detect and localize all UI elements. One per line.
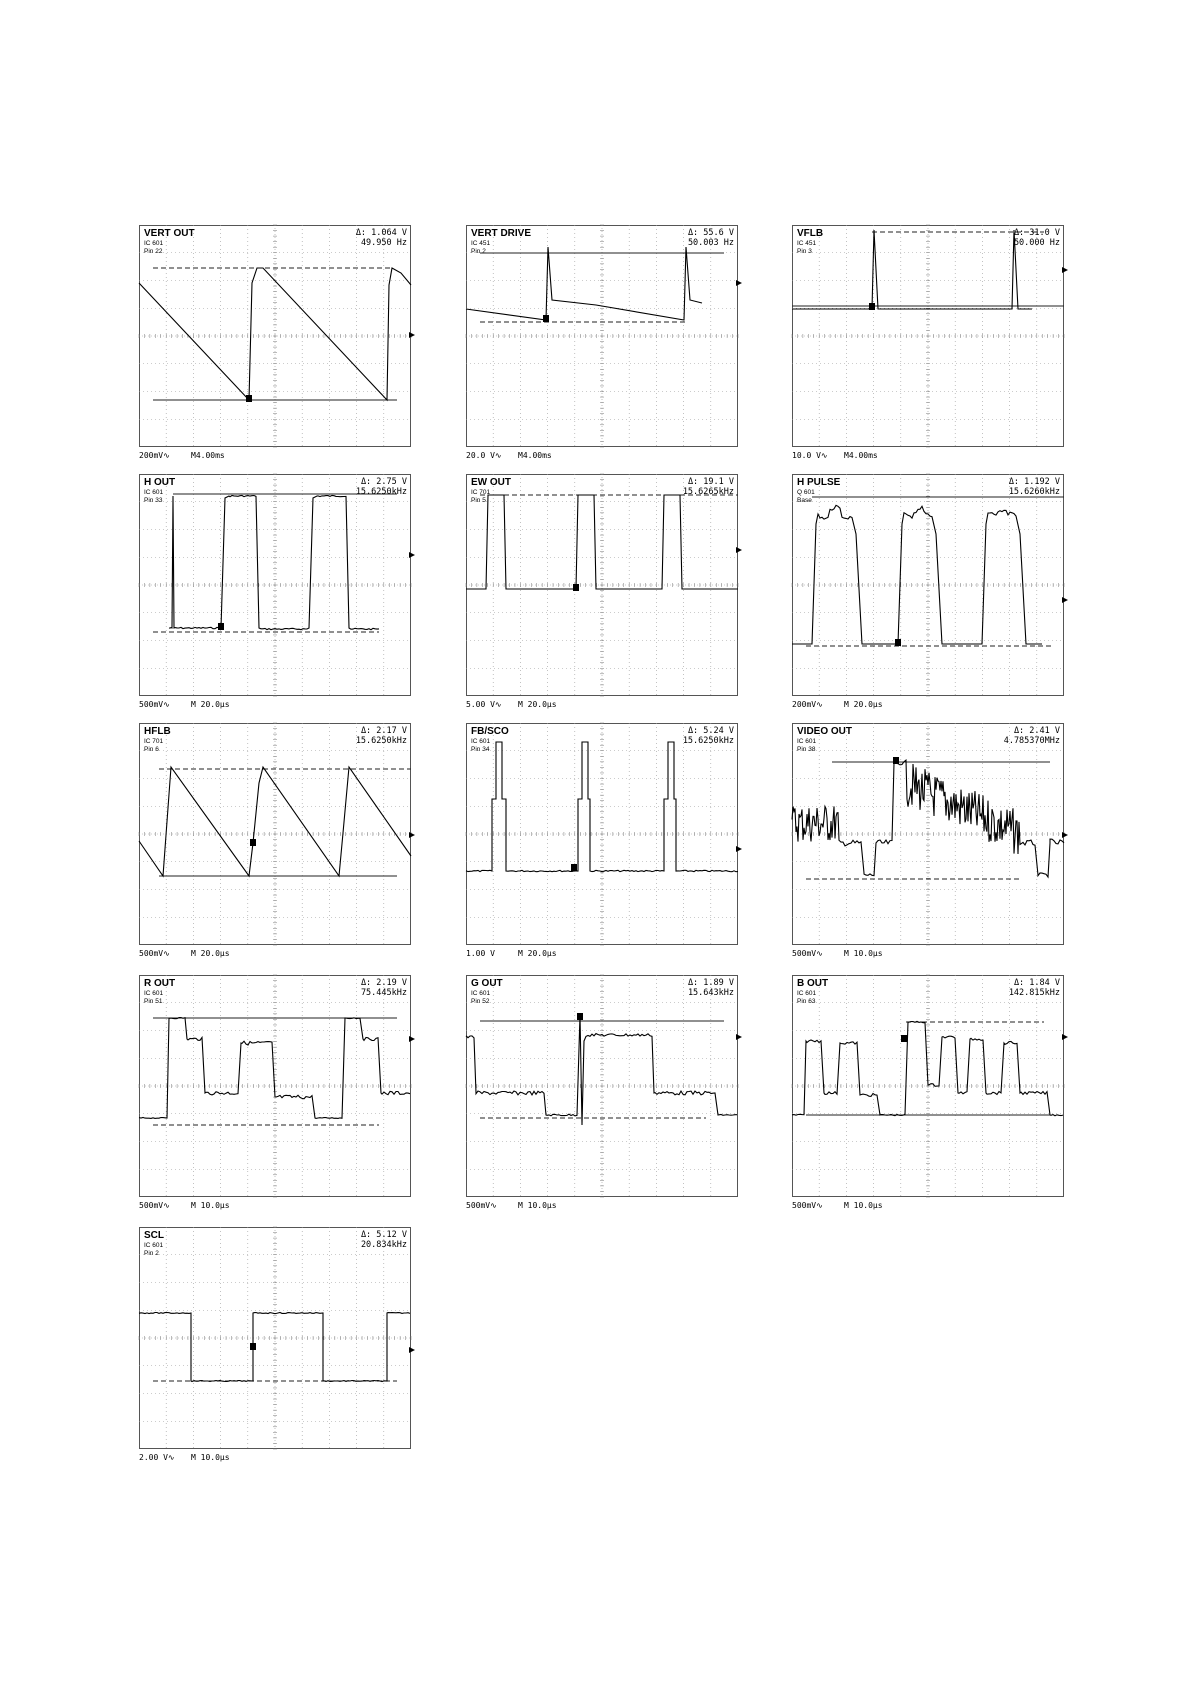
scope-title: H PULSE (797, 477, 841, 488)
scope-title: R OUT (144, 978, 176, 989)
scope-screen (139, 225, 411, 447)
scope-b-out (792, 975, 1064, 1210)
scope-h-out (139, 474, 411, 709)
level-arrow (736, 846, 742, 852)
scope-pin: Pin 2 (144, 1250, 159, 1257)
scope-pin: Pin 3 (797, 248, 812, 255)
scope-fb-sco (466, 723, 738, 958)
scope-time-per-div: M 10.0µs (844, 1201, 883, 1210)
scope-h-pulse (792, 474, 1064, 709)
scope-ic: IC 601 (797, 990, 817, 997)
scope-vert-out (139, 225, 411, 460)
scope-delta: Δ: 2.19 V (360, 978, 407, 988)
scope-ic: IC 701 (144, 738, 164, 745)
level-arrow (1062, 832, 1068, 838)
scope-delta: Δ: 2.17 V (360, 726, 407, 736)
scope-r-out (139, 975, 411, 1210)
trigger-marker (577, 1013, 583, 1020)
scope-g-out (466, 975, 738, 1210)
scope-frequency: 15.6250kHz (682, 736, 734, 746)
scope-ic: IC 601 (471, 990, 491, 997)
scope-screen (466, 225, 738, 447)
scope-delta: Δ: 19.1 V (687, 477, 734, 487)
scope-screen (792, 474, 1064, 696)
scope-ic: IC 601 (797, 738, 817, 745)
scope-frequency: 49.950 Hz (360, 238, 407, 248)
scope-volts-per-div: 500mV∿ (792, 1201, 823, 1210)
scope-volts-per-div: 500mV∿ (139, 949, 170, 958)
level-arrow (409, 1036, 415, 1042)
trigger-marker (218, 623, 224, 630)
scope-pin: Pin 63 (797, 998, 816, 1005)
scope-screen (139, 975, 411, 1197)
scope-time-per-div: M 10.0µs (844, 949, 883, 958)
level-arrow (409, 1347, 415, 1353)
scope-title: VIDEO OUT (797, 726, 853, 737)
scope-pin: Base (797, 497, 812, 504)
scope-screen (466, 474, 738, 696)
scope-frequency: 4.785370MHz (1003, 736, 1060, 746)
scope-screen (139, 474, 411, 696)
scope-ic: IC 601 (144, 990, 164, 997)
level-arrow (736, 1034, 742, 1040)
scope-screen (466, 723, 738, 945)
scope-screen (139, 723, 411, 945)
scope-volts-per-div: 1.00 V (466, 949, 495, 958)
scope-time-per-div: M 20.0µs (518, 700, 557, 709)
scope-screen (139, 1227, 411, 1449)
scope-delta: Δ: 1.89 V (687, 978, 734, 988)
scope-pin: Pin 34 (471, 746, 490, 753)
level-arrow (409, 832, 415, 838)
scope-frequency: 75.445kHz (360, 988, 407, 998)
scope-volts-per-div: 200mV∿ (792, 700, 823, 709)
scope-frequency: 15.6260kHz (1008, 487, 1060, 497)
scope-pin: Pin 38 (797, 746, 816, 753)
scope-frequency: 15.6265kHz (682, 487, 734, 497)
scope-volts-per-div: 20.0 V∿ (466, 451, 502, 460)
scope-time-per-div: M4.00ms (844, 451, 878, 460)
scope-vflb (792, 225, 1064, 460)
scope-title: VERT DRIVE (471, 228, 532, 239)
scope-frequency: 15.6250kHz (355, 487, 407, 497)
scope-screen (466, 975, 738, 1197)
trigger-marker (250, 1343, 256, 1350)
trigger-marker (893, 757, 899, 764)
scope-video-out (792, 723, 1064, 958)
scope-pin: Pin 51 (144, 998, 163, 1005)
trigger-marker (869, 303, 875, 310)
trigger-marker (901, 1035, 907, 1042)
scope-screen (792, 225, 1064, 447)
scope-time-per-div: M 20.0µs (191, 700, 230, 709)
scope-ew-out (466, 474, 738, 709)
level-arrow (1062, 597, 1068, 603)
scope-delta: Δ: 5.24 V (687, 726, 734, 736)
scope-volts-per-div: 500mV∿ (792, 949, 823, 958)
scope-title: HFLB (144, 726, 171, 737)
scope-time-per-div: M 20.0µs (191, 949, 230, 958)
level-arrow (736, 280, 742, 286)
scope-delta: Δ: 1.84 V (1013, 978, 1060, 988)
level-arrow (409, 332, 415, 338)
scope-title: VERT OUT (144, 228, 195, 239)
level-arrow (736, 547, 742, 553)
trigger-marker (895, 639, 901, 646)
scope-ic: IC 451 (797, 240, 817, 247)
scope-title: SCL (144, 1230, 164, 1241)
scope-hflb (139, 723, 411, 958)
trigger-marker (571, 864, 577, 871)
scope-title: EW OUT (471, 477, 511, 488)
scope-time-per-div: M 10.0µs (191, 1453, 230, 1462)
scope-title: G OUT (471, 978, 503, 989)
scope-delta: Δ: 55.6 V (687, 228, 734, 238)
trigger-marker (246, 395, 252, 402)
trigger-marker (543, 315, 549, 322)
scope-ic: IC 701 (471, 489, 491, 496)
scope-pin: Pin 2 (471, 248, 486, 255)
scope-volts-per-div: 500mV∿ (139, 1201, 170, 1210)
scope-ic: IC 601 (471, 738, 491, 745)
scope-ic: IC 601 (144, 489, 164, 496)
scope-ic: IC 451 (471, 240, 491, 247)
scope-vert-drive (466, 225, 738, 460)
scope-delta: Δ: 1.064 V (355, 228, 407, 238)
scope-pin: Pin 52 (471, 998, 490, 1005)
scope-delta: Δ: 5.12 V (360, 1230, 407, 1240)
scope-screen (792, 975, 1064, 1197)
scope-delta: Δ: 2.41 V (1013, 726, 1060, 736)
scope-volts-per-div: 10.0 V∿ (792, 451, 828, 460)
scope-frequency: 142.815kHz (1008, 988, 1060, 998)
scope-frequency: 20.834kHz (360, 1240, 407, 1250)
scope-time-per-div: M 20.0µs (844, 700, 883, 709)
scope-scl (139, 1227, 411, 1462)
scope-title: VFLB (797, 228, 824, 239)
scope-pin: Pin 6 (144, 746, 159, 753)
scope-title: B OUT (797, 978, 829, 989)
scope-time-per-div: M 10.0µs (518, 1201, 557, 1210)
scope-screen (792, 723, 1064, 945)
scope-frequency: 15.643kHz (687, 988, 734, 998)
scope-frequency: 50.003 Hz (687, 238, 734, 248)
level-arrow (1062, 1034, 1068, 1040)
scope-frequency: 50.000 Hz (1013, 238, 1060, 248)
scope-pin: Pin 22 (144, 248, 163, 255)
scope-title: H OUT (144, 477, 176, 488)
scope-volts-per-div: 2.00 V∿ (139, 1453, 175, 1462)
scope-volts-per-div: 500mV∿ (139, 700, 170, 709)
scope-ic: IC 601 (144, 1242, 164, 1249)
scope-volts-per-div: 500mV∿ (466, 1201, 497, 1210)
scope-pin: Pin 33 (144, 497, 163, 504)
level-arrow (1062, 267, 1068, 273)
trigger-marker (573, 584, 579, 591)
scope-time-per-div: M 10.0µs (191, 1201, 230, 1210)
scope-time-per-div: M4.00ms (191, 451, 225, 460)
trigger-marker (250, 839, 256, 846)
scope-volts-per-div: 5.00 V∿ (466, 700, 502, 709)
scope-title: FB/SCO (471, 726, 509, 737)
scope-delta: Δ: 2.75 V (360, 477, 407, 487)
scope-delta: Δ: 1.192 V (1008, 477, 1060, 487)
level-arrow (409, 552, 415, 558)
scope-ic: IC 601 (144, 240, 164, 247)
scope-ic: Q 601 (797, 489, 815, 496)
scope-time-per-div: M4.00ms (518, 451, 552, 460)
scope-time-per-div: M 20.0µs (518, 949, 557, 958)
scope-pin: Pin 5 (471, 497, 486, 504)
scope-delta: Δ: 31.0 V (1013, 228, 1060, 238)
scope-volts-per-div: 200mV∿ (139, 451, 170, 460)
scope-frequency: 15.6250kHz (355, 736, 407, 746)
